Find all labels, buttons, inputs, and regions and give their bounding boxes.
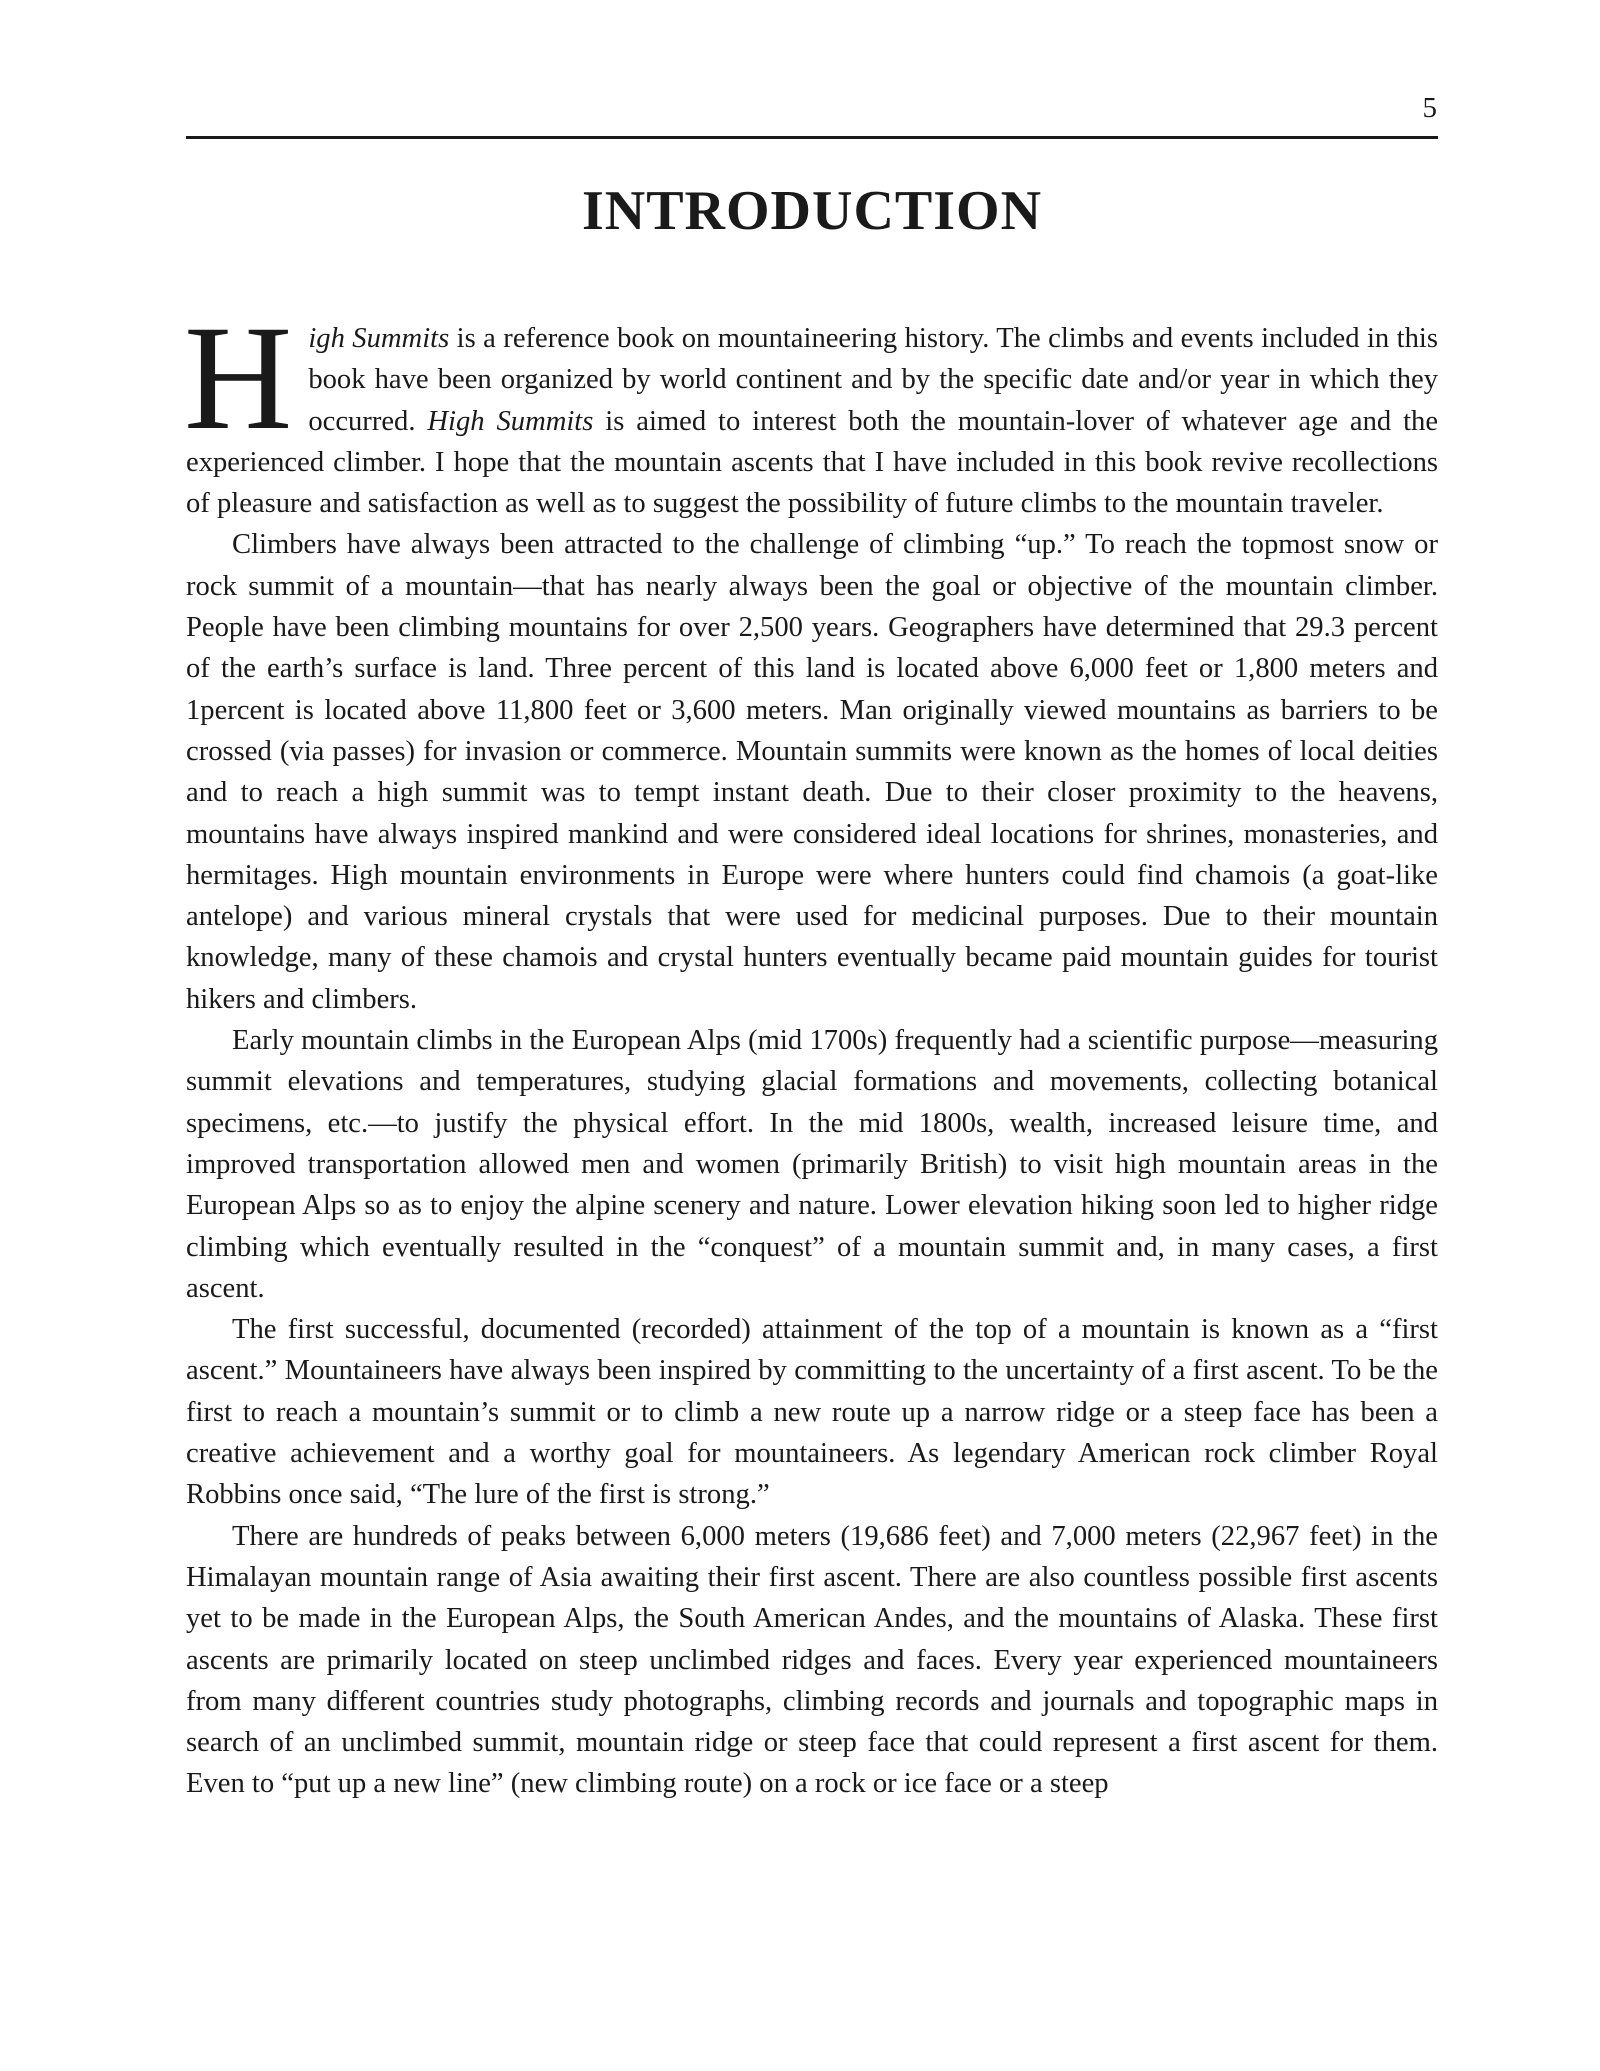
- body-text: [184, 295, 1439, 1805]
- book-title-italic: igh Summits: [308, 323, 450, 354]
- paragraph: Climbers have always been attracted to the challenge of climbing “up.” To reach the topmost snow or rock summit of a mountain—that has nearly always been the goal or objective of the mountain climber. People have been climbing mountains for over 2,500 years. Geographers have determined that 29.3 percent of the earth’s surface is land. Three percent of this land is located above 6,000 feet or 1,800 meters and 1percent is located above 11,800 feet or 3,600 meters. Man originally viewed mountains as barriers to be crossed (via passes) for invasion or commerce. Mountain summits were known as the homes of local deities and to reach a high summit was to tempt instant death. Due to their closer proximity to the heavens, mountains have always inspired mankind and were considered ideal locations for shrines, monasteries, and hermitages. High mountain environments in Europe were where hunters could find chamois (a goat-like antelope) and various mineral crystals that were used for medicinal purposes. Due to their mountain knowledge, many of these chamois and crystal hunters eventually became paid mountain guides for tourist hikers and climbers.: [186, 529, 1438, 1015]
- intro-text: is aimed to interest both the mountain-lover of whatever age and the experienced climber. I hope that the mountain ascents that I have included in this book revive recollections of pleasure and satisfaction as well as to suggest the possibility of future climbs to the mountain traveler.: [186, 405, 1439, 520]
- chapter-title: INTRODUCTION: [581, 180, 1043, 242]
- header-rule: [186, 136, 1438, 139]
- intro-paragraph: [184, 295, 1439, 524]
- intro-text: is a reference book on mountaineering history. The climbs and events included in this book have been organized by world continent and by the specific date and/or year in which they occurred.: [308, 323, 1438, 437]
- page-number: 5: [1422, 92, 1437, 124]
- paragraph: There are hundreds of peaks between 6,000 meters (19,686 feet) and 7,000 meters (22,967 feet) in the Himalayan mountain range of Asia awaiting their first ascent. There are also countless possible first ascents yet to be made in the European Alps, the South American Andes, and the mountains of Alaska. These first ascents are primarily located on steep unclimbed ridges and faces. Every year experienced mountaineers from many different countries study photographs, climbing records and journals and topographic maps in search of an unclimbed summit, mountain ridge or steep face that could represent a first ascent for them. Even to “put up a new line” (new climbing route) on a rock or ice face or a steep: [186, 1520, 1438, 1800]
- paragraph: The first successful, documented (recorded) attainment of the top of a mountain is known as a “first ascent.” Mountaineers have always been inspired by committing to the uncertainty of a first ascent. To be the first to reach a mountain’s summit or to climb a new route up a narrow ridge or a steep face has been a creative achievement and a worthy goal for mountaineers. As legendary American rock climber Royal Robbins once said, “The lure of the first is strong.”: [186, 1314, 1438, 1511]
- book-title-italic: High Summits: [427, 405, 594, 437]
- paragraph: Early mountain climbs in the European Alps (mid 1700s) frequently had a scientific purpose—measuring summit elevations and temperatures, studying glacial formations and movements, collecting botanical specimens, etc.—to justify the physical effort. In the mid 1800s, wealth, increased leisure time, and improved transportation allowed men and women (primarily British) to visit high mountain areas in the European Alps so as to enjoy the alpine scenery and nature. Lower elevation hiking soon led to higher ridge climbing which eventually resulted in the “conquest” of a mountain summit and, in many cases, a first ascent.: [186, 1025, 1438, 1304]
- drop-cap: H: [184, 295, 293, 461]
